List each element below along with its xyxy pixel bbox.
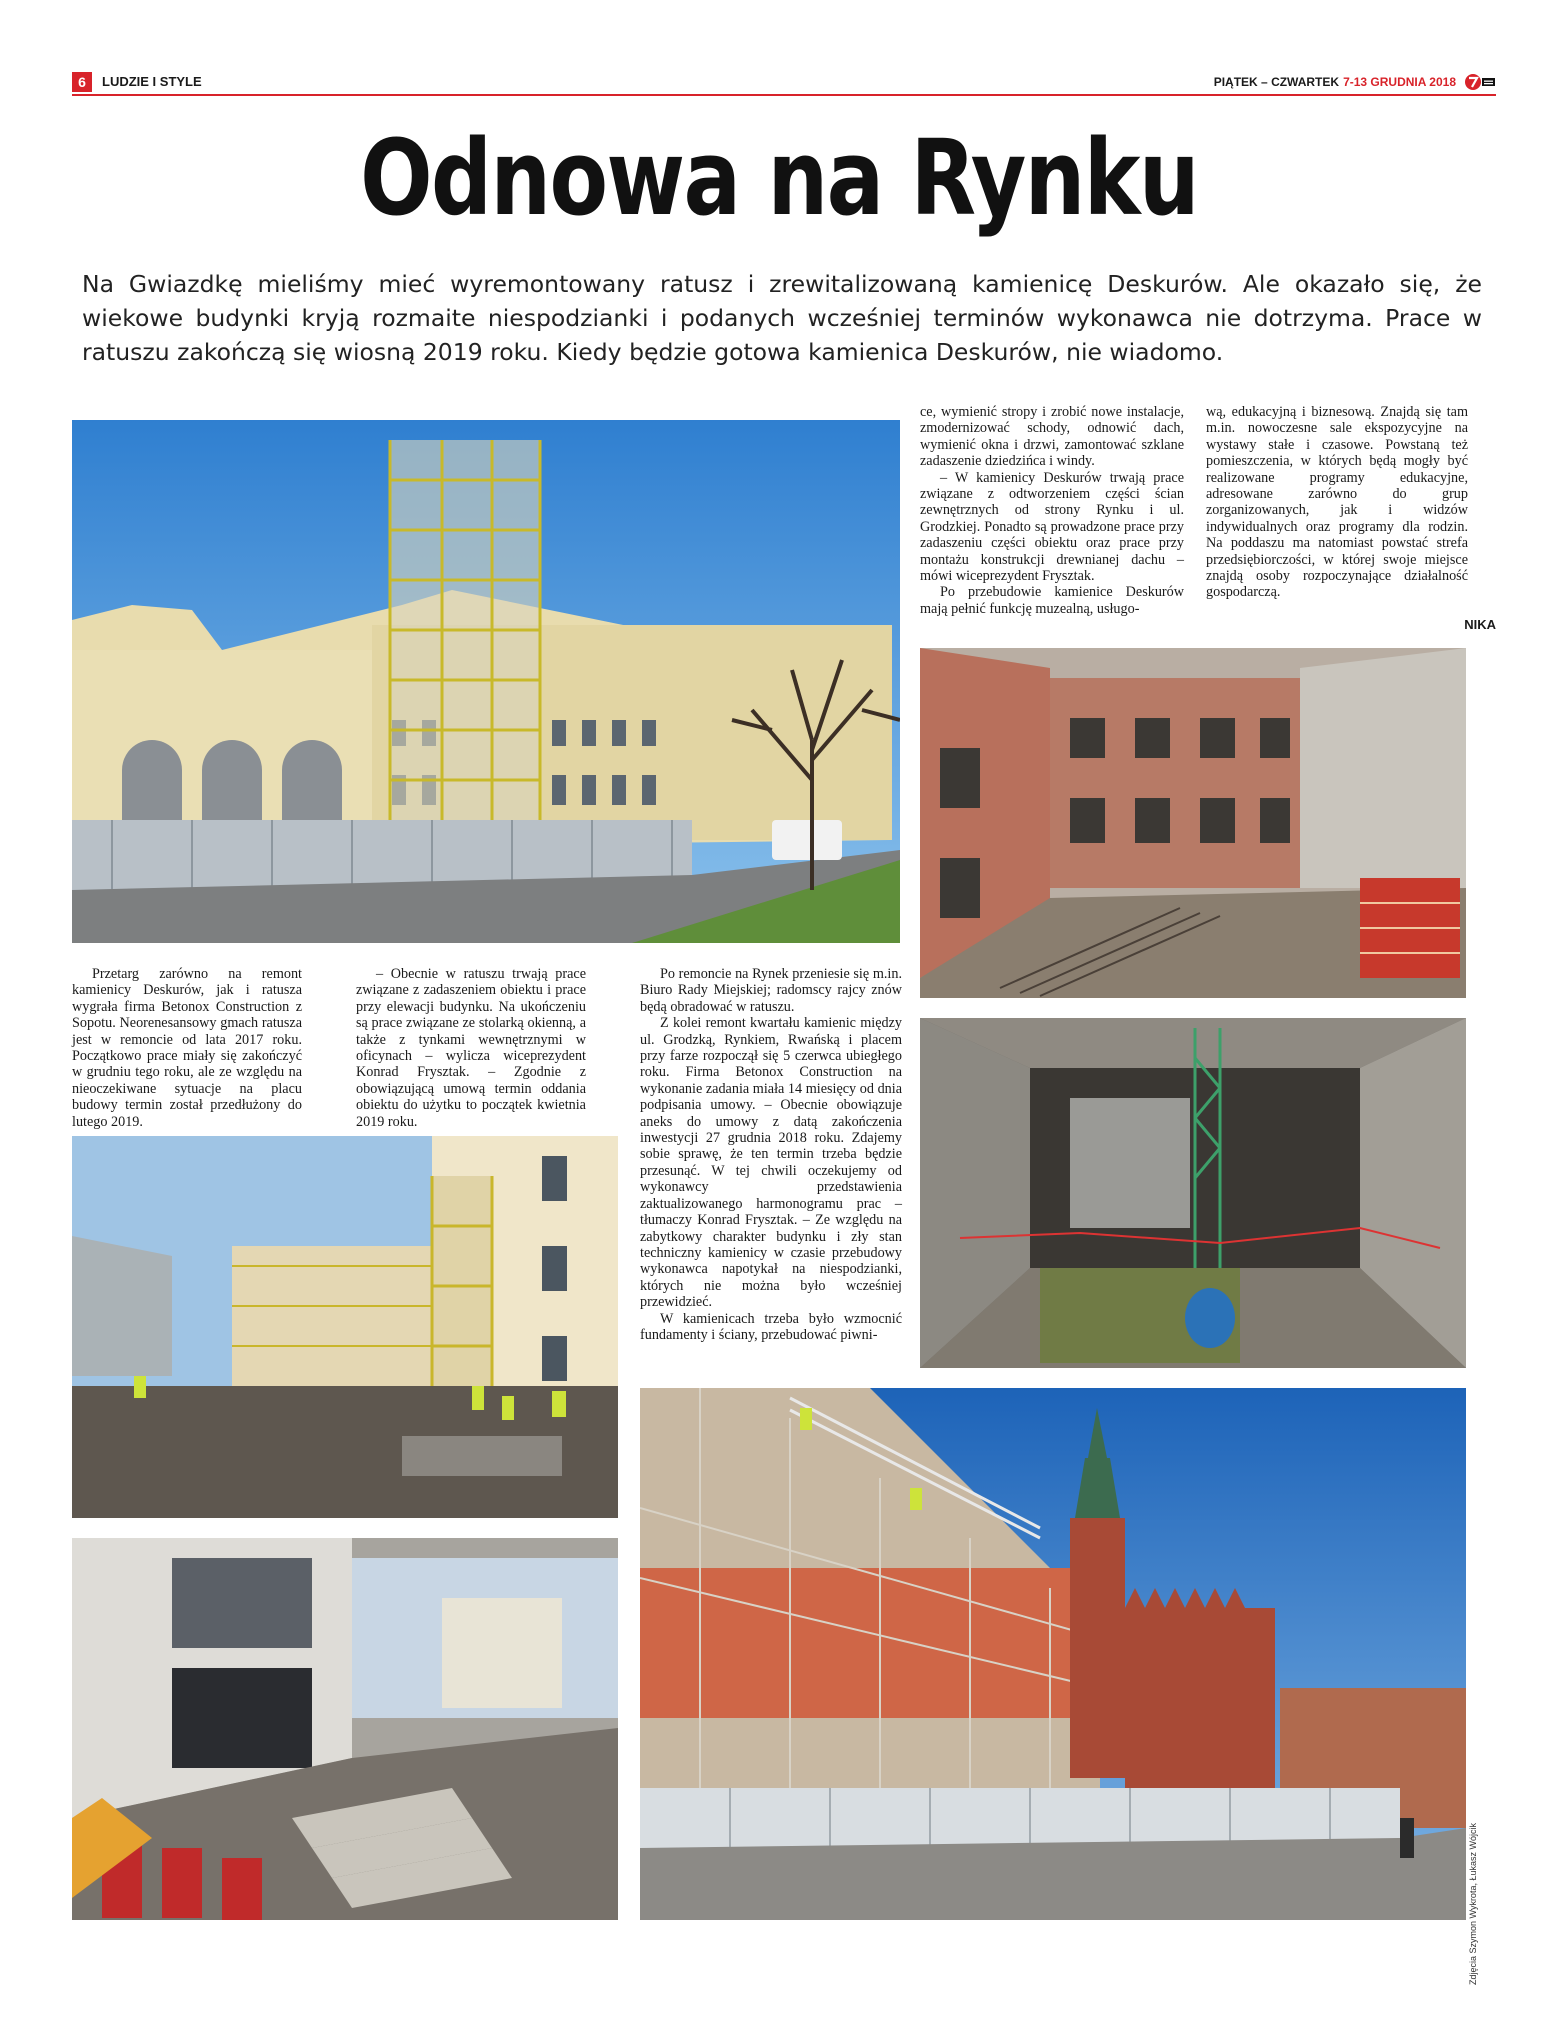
basement-construction-photo [920,1018,1466,1368]
photo-credit: Zdjęcia Szymon Wykrota, Łukasz Wójcik [1468,1823,1478,1985]
paragraph: – Obecnie w ratuszu trwają prace związane z zadaszeniem obiektu i prace przy elewacji budynku. Na ukończeniu są prace związane ze stolarką okienną, a także z tynkami wewnętrznymi w oficynach – wylicza wiceprezydent Konrad Frysztak. – Zgodnie z obowiązującą umową termin oddania obiektu do użytku to początek kwietnia 2019 roku. [356,966,586,1130]
section-label: LUDZIE I STYLE [102,74,202,89]
issue-date [1214,72,1496,92]
paragraph: Po remoncie na Rynek przeniesie się m.in. Biuro Rady Miejskiej; radomscy rajcy znów będą obradować w ratuszu. [640,966,902,1015]
lead-paragraph: Na Gwiazdkę mieliśmy mieć wyremontowany ratusz i zrewitalizowaną kamienicę Deskurów. Ale okazało się, że wiekowe budynki kryją rozmaite niespodzianki i podanych wcześniej terminów wykonawca nie dotrzyma. Prace w ratuszu zakończą się wiosną 2019 roku. Kiedy będzie gotowa kamienica Deskurów, nie wiadomo. [82,270,1482,366]
page-number: 6 [72,72,92,92]
article-column-5 [1206,404,1468,601]
header-rule [72,94,1496,96]
paragraph: – W kamienicy Deskurów trwają prace związane z odtworzeniem części ścian zewnętrznych od strony Rynku i ul. Grodzkiej. Ponadto są prowadzone prace przy zadaszeniu części obiektu oraz prace przy montażu konstrukcji drewnianej dachu – mówi wiceprezydent Frysztak. [920,469,1184,585]
stairs-formwork-photo [72,1538,618,1920]
paragraph: W kamienicach trzeba było wzmocnić fundamenty i ściany, przebudować piwni- [640,1310,902,1343]
article-column-4 [920,404,1184,617]
paragraph: ce, wymienić stropy i zrobić nowe instalacje, zmodernizować schody, odnowić dach, wymienić okna i drzwi, zamontować szklane zadaszenie dziedzińca i windy. [920,404,1184,470]
headline: Odnowa na Rynku [360,117,1198,239]
author-signature: NIKA [1464,617,1496,632]
paragraph: Przetarg zarówno na remont kamienicy Deskurów, jak i ratusza wygrała firma Betonox Construction z Sopotu. Neorenesansowy gmach ratusza jest w remoncie od lata 2017 roku. Początkowo prace miały się zakończyć w grudniu tego roku, ale ze względu na nieoczekiwane sytuacje na placu budowy termin został przedłużony do lutego 2019. [72,966,302,1130]
7-dni-logo-icon [1464,73,1496,91]
article-column-3 [640,966,902,1343]
date-range: 7-13 GRUDNIA 2018 [1343,75,1456,89]
paragraph: Po przebudowie kamienice Deskurów mają pełnić funkcję muzealną, usługo- [920,584,1184,617]
paragraph: wą, edukacyjną i biznesową. Znajdą się tam m.in. nowoczesne sale ekspozycyjne na wystawy stałe i czasowe. Powstaną też pomieszczenia, w których będą mogły być realizowane programy edukacyjne, adresowane zarówno do grup zorganizowanych, jak i widzów indywidualnych oraz programy dla rodzin. Na poddaszu ma natomiast powstać strefa przedsiębiorczości, w której swoje miejsce znajdą osoby rozpoczynające działalność gospodarczą. [1206,404,1468,601]
paragraph: Z kolei remont kwartału kamienic między ul. Grodzką, Rynkiem, Rwańską i placem przy farze rozpoczął się 5 czerwca ubiegłego roku. Firma Betonox Construction na wykonanie zadania miała 14 miesięcy od dnia podpisania umowy. – Obecnie obowiązuje aneks do umowy z datą zakończenia inwestycji 27 grudnia 2018 roku. Zdajemy sobie sprawę, że ten termin trzeba będzie przesunąć. W tej chwili oczekujemy od wykonawcy przedstawienia zaktualizowanego harmonogramu prac – tłumaczy Konrad Frysztak. – Ze względu na zabytkowy charakter budynku i zły stan techniczny kamienicy w czasie przebudowy wykonawca napotykał na niespodzianki, których nie można było wcześniej przewidzieć. [640,1015,902,1311]
article-column-1 [72,966,302,1130]
roof-scaffolding-church-photo [640,1388,1466,1920]
article-column-2 [356,966,586,1130]
date-prefix: PIĄTEK – CZWARTEK [1213,75,1340,89]
town-hall-scaffolding-photo [72,420,900,943]
brick-courtyard-interior-photo [920,648,1466,998]
courtyard-workers-photo [72,1136,618,1518]
